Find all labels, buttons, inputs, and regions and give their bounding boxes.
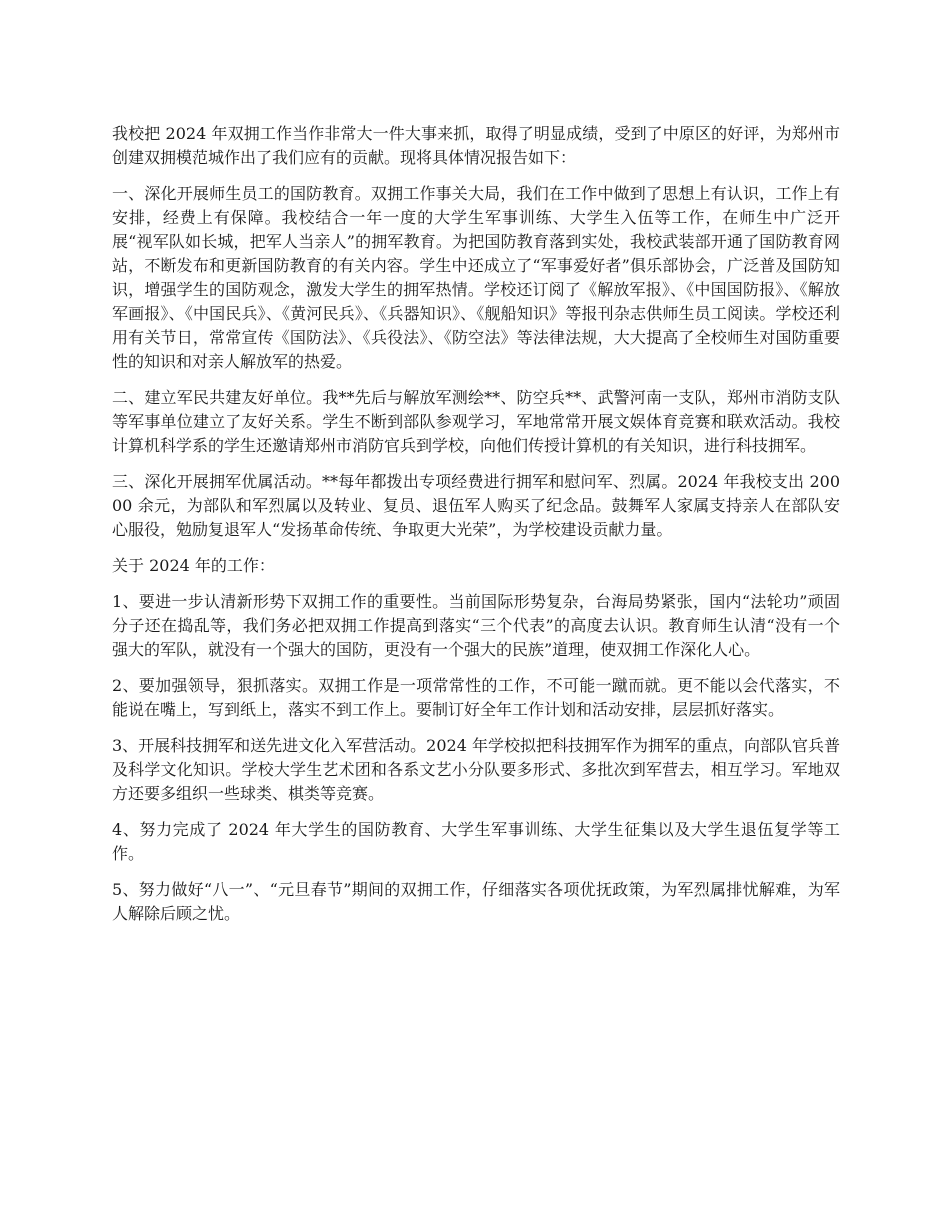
paragraph-section-3: 三、深化开展拥军优属活动。**每年都拨出专项经费进行拥军和慰问军、烈属。2024 年我校支出 20000 余元，为部队和军烈属以及转业、复员、退伍军人购买了纪念品。鼓舞军人家属支持亲人在部队安心服役，勉励复退军人“发扬革命传统、争取更大光荣”，为学校建设贡献力量。 xyxy=(112,472,840,539)
paragraph-section-2: 二、建立军民共建友好单位。我**先后与解放军测绘**、防空兵**、武警河南一支队，郑州市消防支队等军事单位建立了友好关系。学生不断到部队参观学习，军地常常开展文娱体育竞赛和联欢活动。我校计算机科学系的学生还邀请郑州市消防官兵到学校，向他们传授计算机的有关知识，进行科技拥军。 xyxy=(112,388,840,455)
paragraph-plan-heading: 关于 2024 年的工作： xyxy=(112,556,275,575)
paragraph-plan-item-3: 3、开展科技拥军和送先进文化入军营活动。2024 年学校拟把科技拥军作为拥军的重点，向部队官兵普及科学文化知识。学校大学生艺术团和各系文艺小分队要多形式、多批次到军营去，相互学习。军地双方还要多组织一些球类、棋类等竞赛。 xyxy=(112,736,840,803)
paragraph-plan-item-2: 2、要加强领导，狠抓落实。双拥工作是一项常常性的工作，不可能一蹴而就。更不能以会代落实，不能说在嘴上，写到纸上，落实不到工作上。要制订好全年工作计划和活动安排，层层抓好落实。 xyxy=(112,676,840,719)
paragraph-plan-item-1: 1、要进一步认清新形势下双拥工作的重要性。当前国际形势复杂，台海局势紧张，国内“法轮功”顽固分子还在捣乱等，我们务必把双拥工作提高到落实“三个代表”的高度去认识。教育师生认清“没有一个强大的军队，就没有一个强大的国防，更没有一个强大的民族”道理，使双拥工作深化人心。 xyxy=(112,592,840,659)
document-body xyxy=(112,122,840,938)
paragraph-plan-item-4: 4、努力完成了 2024 年大学生的国防教育、大学生军事训练、大学生征集以及大学生退伍复学等工作。 xyxy=(112,820,840,863)
paragraph-section-1: 一、深化开展师生员工的国防教育。双拥工作事关大局，我们在工作中做到了思想上有认识，工作上有安排，经费上有保障。我校结合一年一度的大学生军事训练、大学生入伍等工作，在师生中广泛开展“视军队如长城，把军人当亲人”的拥军教育。为把国防教育落到实处，我校武装部开通了国防教育网站，不断发布和更新国防教育的有关内容。学生中还成立了“军事爱好者”俱乐部协会，广泛普及国防知识，增强学生的国防观念，激发大学生的拥军热情。学校还订阅了《解放军报》、《中国国防报》、《解放军画报》、《中国民兵》、《黄河民兵》、《兵器知识》、《舰船知识》等报刊杂志供师生员工阅读。学校还利用有关节日，常常宣传《国防法》、《兵役法》、《防空法》等法律法规，大大提高了全校师生对国防重要性的知识和对亲人解放军的热爱。 xyxy=(112,184,840,371)
paragraph-plan-item-5: 5、努力做好“八一”、“元旦春节”期间的双拥工作，仔细落实各项优抚政策，为军烈属排忧解难，为军人解除后顾之忧。 xyxy=(112,880,840,923)
paragraph-intro: 我校把 2024 年双拥工作当作非常大一件大事来抓，取得了明显成绩，受到了中原区的好评，为郑州市创建双拥模范城作出了我们应有的贡献。现将具体情况报告如下： xyxy=(112,124,840,167)
